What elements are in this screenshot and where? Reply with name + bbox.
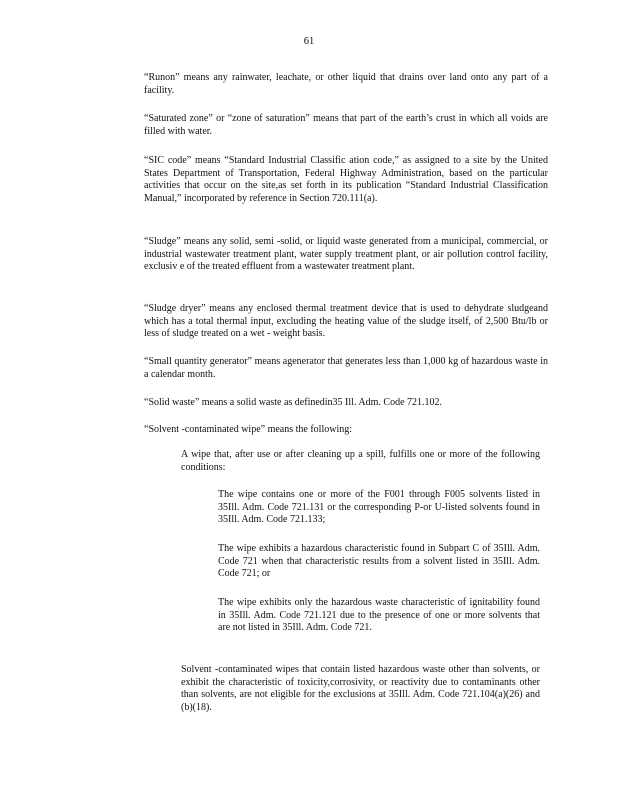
definition-runon: “Runon” means any rainwater, leachate, or other liquid that drains over land onto any part of a facility. bbox=[144, 72, 548, 96]
wipe-intro: A wipe that, after use or after cleaning up a spill, fulfills one or more of the following conditions: bbox=[181, 449, 540, 473]
definition-sludge: “Sludge” means any solid, semi -solid, or liquid waste generated from a municipal, commercial, or industrial wastewater treatment plant, water supply treatment plant, or air pollution control facility, exclusiv e of the treated effluent from a wastewater treatment plant. bbox=[144, 236, 548, 273]
definition-sludge-dryer: “Sludge dryer” means any enclosed thermal treatment device that is used to dehydrate sludgeand which has a total thermal input, excluding the heating value of the sludge itself, of 2,500 Btu/lb or less of sludge treated on a wet - weight basis. bbox=[144, 303, 548, 340]
definition-small-quantity-generator: “Small quantity generator” means agenerator that generates less than 1,000 kg of hazardous waste in a calendar month. bbox=[144, 356, 548, 380]
wipe-condition-2: The wipe exhibits a hazardous characteristic found in Subpart C of 35Ill. Adm. Code 721 when that characteristic results from a solvent listed in 35Ill. Adm. Code 721; or bbox=[218, 543, 540, 580]
wipe-condition-1: The wipe contains one or more of the F001 through F005 solvents listed in 35Ill. Adm. Code 721.131 or the corresponding P-or U-listed solvents found in 35Ill. Adm. Code 721.133; bbox=[218, 489, 540, 526]
definition-solid-waste: “Solid waste” means a solid waste as definedin35 Ill. Adm. Code 721.102. bbox=[144, 397, 443, 408]
page-number: 61 bbox=[303, 36, 315, 47]
definition-solvent-contaminated-wipe: “Solvent -contaminated wipe” means the following: bbox=[144, 424, 352, 435]
definition-sic-code: “SIC code” means “Standard Industrial Classific ation code,” as assigned to a site by the United States Department of Transportation, Federal Highway Administration, based on the particular activities that occur on the site,as set forth in its publication “Standard Industrial Classification Manual,” incorporated by reference in Section 720.111(a). bbox=[144, 155, 548, 204]
wipe-exclusion: Solvent -contaminated wipes that contain listed hazardous waste other than solvents, or exhibit the characteristic of toxicity,corrosivity, or reactivity due to contaminants other than solvents, are not eligible for the exclusions at 35Ill. Adm. Code 721.104(a)(26) and (b)(18). bbox=[181, 664, 540, 713]
definition-saturated-zone: “Saturated zone” or “zone of saturation” means that part of the earth’s crust in which all voids are filled with water. bbox=[144, 113, 548, 137]
wipe-condition-3: The wipe exhibits only the hazardous waste characteristic of ignitability found in 35Ill. Adm. Code 721.121 due to the presence of one or more solvents that are not listed in 35Ill. Adm. Code 721. bbox=[218, 597, 540, 634]
